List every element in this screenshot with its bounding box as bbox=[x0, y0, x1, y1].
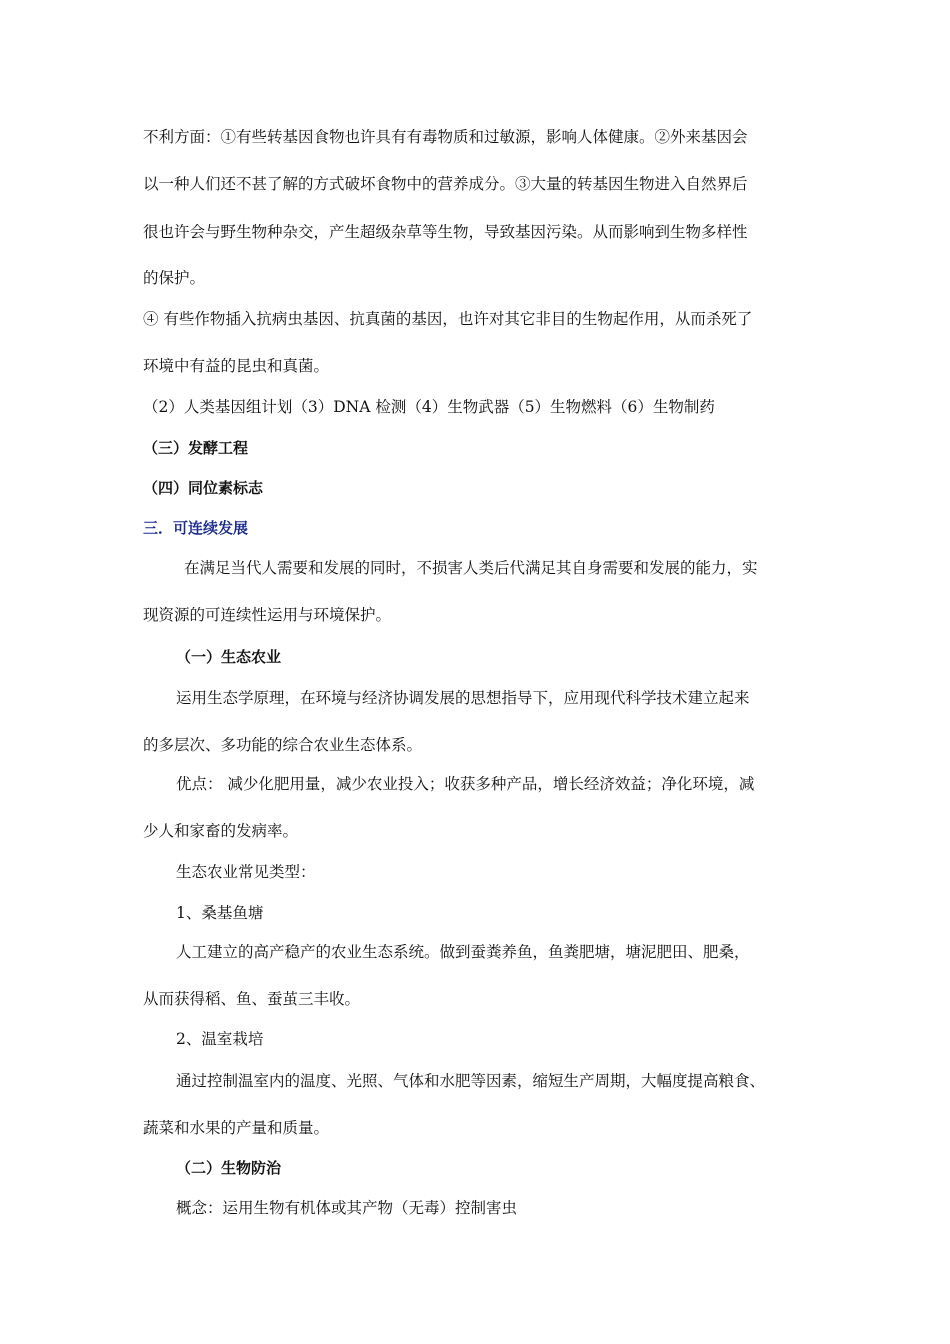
section-heading: （四）同位素标志 bbox=[143, 479, 264, 497]
text-line: 从而获得稻、鱼、蚕茧三丰收。 bbox=[143, 990, 361, 1008]
text-line: 概念：运用生物有机体或其产物（无毒）控制害虫 bbox=[176, 1199, 518, 1217]
section-heading: （二）生物防治 bbox=[176, 1159, 282, 1177]
text-line: 通过控制温室内的温度、光照、气体和水肥等因素，缩短生产周期，大幅度提高粮食、 bbox=[176, 1072, 766, 1090]
text-line: 2、温室栽培 bbox=[176, 1030, 264, 1048]
text-line: 1、桑基鱼塘 bbox=[176, 904, 264, 922]
text-line: 不利方面：①有些转基因食物也许具有有毒物质和过敏源，影响人体健康。②外来基因会 bbox=[143, 128, 748, 146]
text-line: 很也许会与野生物种杂交，产生超级杂草等生物，导致基因污染。从而影响到生物多样性 bbox=[143, 223, 748, 241]
text-line: ④ 有些作物插入抗病虫基因、抗真菌的基因，也许对其它非目的生物起作用，从而杀死了 bbox=[143, 310, 753, 328]
text-line: 的保护。 bbox=[143, 269, 206, 287]
text-line: 人工建立的高产稳产的农业生态系统。做到蚕粪养鱼，鱼粪肥塘，塘泥肥田、肥桑， bbox=[176, 943, 750, 961]
text-line: 蔬菜和水果的产量和质量。 bbox=[143, 1119, 330, 1137]
text-line: 环境中有益的昆虫和真菌。 bbox=[143, 357, 330, 375]
text-line: 以一种人们还不甚了解的方式破坏食物中的营养成分。③大量的转基因生物进入自然界后 bbox=[143, 175, 748, 193]
text-line: 运用生态学原理，在环境与经济协调发展的思想指导下，应用现代科学技术建立起来 bbox=[176, 689, 750, 707]
section-heading: （三）发酵工程 bbox=[143, 439, 249, 457]
text-line: 生态农业常见类型： bbox=[176, 863, 316, 881]
section-heading: （一）生态农业 bbox=[176, 648, 282, 666]
text-line: 在满足当代人需要和发展的同时，不损害人类后代满足其自身需要和发展的能力，实 bbox=[184, 559, 758, 577]
chapter-heading: 三．可连续发展 bbox=[143, 519, 249, 537]
text-line: 优点： 减少化肥用量，减少农业投入；收获多种产品，增长经济效益；净化环境，减 bbox=[176, 775, 755, 793]
text-line: 的多层次、多功能的综合农业生态体系。 bbox=[143, 736, 423, 754]
text-line: 少人和家畜的发病率。 bbox=[143, 822, 299, 840]
text-line: （2）人类基因组计划（3）DNA 检测（4）生物武器（5）生物燃料（6）生物制药 bbox=[143, 398, 715, 416]
text-line: 现资源的可连续性运用与环境保护。 bbox=[143, 606, 392, 624]
